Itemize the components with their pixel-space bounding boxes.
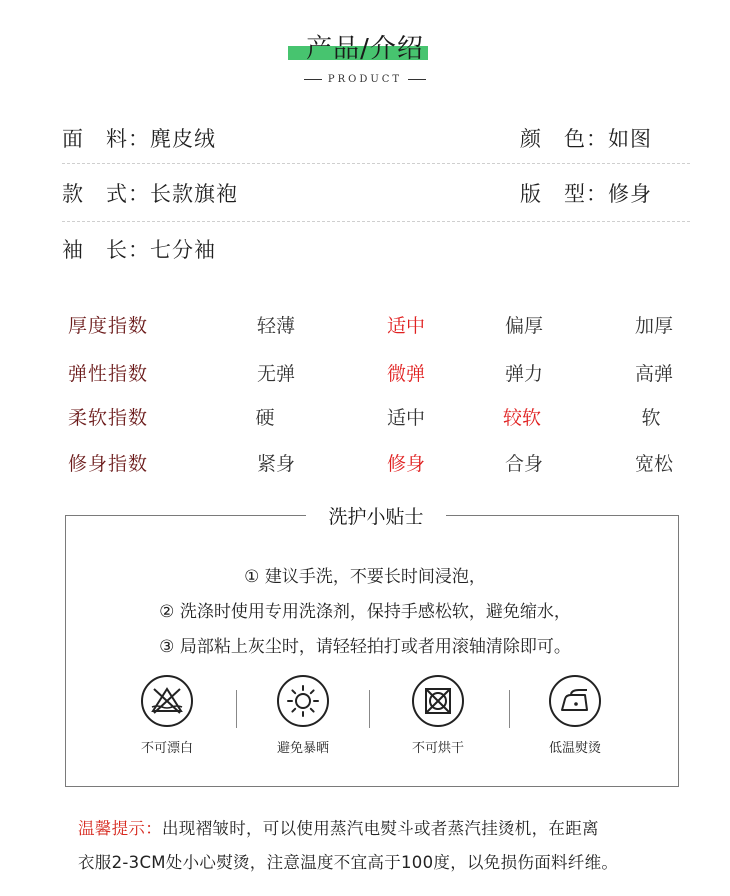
divider <box>62 163 690 164</box>
index-option-selected: 较软 <box>502 407 541 429</box>
page-subtitle <box>0 74 730 85</box>
tip-text: 出现褶皱时，可以使用蒸汽电熨斗或者蒸汽挂烫机，在距离 <box>162 819 599 838</box>
spec-color <box>520 123 652 153</box>
spec-value: 修身 <box>608 182 652 206</box>
spec-label: 袖 长： <box>62 238 150 262</box>
index-option: 软 <box>641 407 661 429</box>
tip-label: 温馨提示： <box>78 819 162 838</box>
index-option: 适中 <box>386 407 425 429</box>
icon-separator <box>369 690 370 728</box>
spec-label: 款 式： <box>62 182 150 206</box>
icon-caption: 不可烘干 <box>411 741 464 756</box>
index-option: 加厚 <box>634 315 673 337</box>
spec-value: 麂皮绒 <box>150 127 216 151</box>
spec-label: 面 料： <box>62 127 150 151</box>
spec-value: 如图 <box>608 127 652 151</box>
spec-fabric <box>62 123 216 153</box>
page-title: 产品/介绍 <box>306 34 424 64</box>
no-bleach-icon <box>141 675 193 727</box>
care-title: 洗护小贴士 <box>328 506 424 528</box>
index-option: 弹力 <box>504 363 543 385</box>
tip-line-1 <box>78 815 599 839</box>
low-iron-icon <box>549 675 601 727</box>
index-option: 轻薄 <box>256 315 295 337</box>
divider <box>62 221 690 222</box>
care-line: ② 洗涤时使用专用洗涤剂，保持手感松软，避免缩水， <box>159 602 571 622</box>
index-option: 偏厚 <box>504 315 543 337</box>
spec-sleeve <box>62 234 216 264</box>
index-label-thickness: 厚度指数 <box>68 315 149 337</box>
index-option: 合身 <box>504 453 543 475</box>
index-option: 无弹 <box>256 363 295 385</box>
spec-label: 版 型： <box>520 182 608 206</box>
index-label-softness: 柔软指数 <box>68 407 149 429</box>
index-option-selected: 修身 <box>386 453 425 475</box>
care-line: ① 建议手洗，不要长时间浸泡， <box>244 567 486 587</box>
index-option: 紧身 <box>256 453 295 475</box>
spec-value: 七分袖 <box>150 238 216 262</box>
icon-caption: 避免暴晒 <box>276 741 329 756</box>
spec-style <box>62 178 238 208</box>
no-tumble-dry-icon <box>412 675 464 727</box>
icon-caption: 不可漂白 <box>140 741 193 756</box>
no-sun-icon <box>277 675 329 727</box>
care-line: ③ 局部粘上灰尘时，请轻轻拍打或者用滚轴清除即可。 <box>159 637 571 657</box>
index-label-fit: 修身指数 <box>68 453 149 475</box>
index-label-elasticity: 弹性指数 <box>68 363 149 385</box>
subtitle-text: PRODUCT <box>327 74 403 85</box>
icon-separator <box>509 690 510 728</box>
index-option-selected: 微弹 <box>386 363 425 385</box>
icon-separator <box>236 690 237 728</box>
index-option: 宽松 <box>634 453 673 475</box>
spec-fit <box>520 178 652 208</box>
index-option: 高弹 <box>634 363 673 385</box>
index-option-selected: 适中 <box>386 315 425 337</box>
icon-caption: 低温熨烫 <box>548 741 601 756</box>
spec-value: 长款旗袍 <box>150 182 238 206</box>
index-option: 硬 <box>255 407 275 429</box>
spec-label: 颜 色： <box>520 127 608 151</box>
tip-line-2: 衣服2-3CM处小心熨烫，注意温度不宜高于100度，以免损伤面料纤维。 <box>78 853 619 872</box>
